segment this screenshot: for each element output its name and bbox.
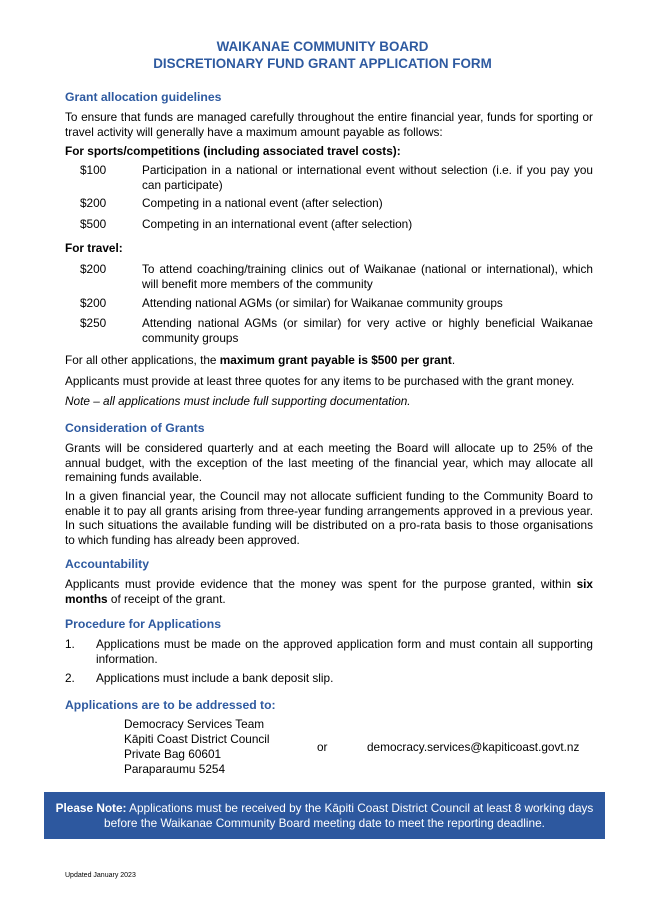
accountability-heading: Accountability xyxy=(65,557,149,571)
amount: $200 xyxy=(80,196,107,210)
guidelines-heading: Grant allocation guidelines xyxy=(65,90,222,104)
consideration-para-1: Grants will be considered quarterly and at each meeting the Board will allocate up to 25% of the annual budget, with the exception of the last meeting of the financial year, which may allocate all remaining funds available. xyxy=(65,441,593,484)
description: To attend coaching/training clinics out of Waikanae (national or international), which will benefit more members of the community xyxy=(142,262,593,291)
amount: $500 xyxy=(80,217,107,231)
address-line: Kāpiti Coast District Council xyxy=(124,732,270,746)
amount: $200 xyxy=(80,296,107,310)
address-line: Democracy Services Team xyxy=(124,717,265,731)
item-text: Applications must be made on the approved application form and must contain all supporting information. xyxy=(96,637,593,666)
accountability-bold: six months xyxy=(65,577,593,606)
travel-heading: For travel: xyxy=(65,241,123,255)
document-title xyxy=(0,38,645,72)
item-number: 2. xyxy=(65,671,75,685)
item-text: Applications must include a bank deposit slip. xyxy=(96,671,334,685)
amount: $250 xyxy=(80,316,107,330)
please-note-banner xyxy=(44,792,605,839)
postal-address xyxy=(124,717,270,777)
sports-heading: For sports/competitions (including associated travel costs): xyxy=(65,144,401,158)
description: Competing in a national event (after selection) xyxy=(142,196,383,210)
updated-date: Updated January 2023 xyxy=(65,872,136,879)
description: Attending national AGMs (or similar) for Waikanae community groups xyxy=(142,296,503,310)
address-heading: Applications are to be addressed to: xyxy=(65,698,276,712)
max-grant-text xyxy=(65,353,593,368)
description: Competing in an international event (after selection) xyxy=(142,217,413,231)
max-grant-bold: maximum grant payable is $500 per grant xyxy=(219,353,452,367)
procedure-heading: Procedure for Applications xyxy=(65,617,221,631)
email-link[interactable]: democracy.services@kapiticoast.govt.nz xyxy=(367,740,580,754)
max-grant-pre: For all other applications, the xyxy=(65,353,220,367)
description: Attending national AGMs (or similar) for very active or highly beneficial Waikanae community groups xyxy=(142,316,593,345)
documentation-note xyxy=(65,394,593,409)
description: Participation in a national or international event without selection (i.e. if you pay you can participate) xyxy=(142,163,593,192)
title-line-2: DISCRETIONARY FUND GRANT APPLICATION FORM xyxy=(153,56,492,71)
or-separator: or xyxy=(317,740,328,754)
note-italic: Note – all applications must include full supporting documentation. xyxy=(65,394,411,408)
accountability-post: of receipt of the grant. xyxy=(107,591,226,606)
max-grant-post: . xyxy=(451,353,456,367)
accountability-text xyxy=(65,577,593,606)
please-note-text: Applications must be received by the Kāpiti Coast District Council at least 8 working days before the Waikanae Community Board meeting date to meet the reporting deadline. xyxy=(104,801,594,830)
quotes-text: Applicants must provide at least three quotes for any items to be purchased with the grant money. xyxy=(65,374,575,388)
please-note-label: Please Note: xyxy=(55,801,127,815)
accountability-pre: Applicants must provide evidence that the money was spent for the purpose granted, within xyxy=(65,577,577,591)
amount: $100 xyxy=(80,163,107,177)
guidelines-intro: To ensure that funds are managed carefully throughout the entire financial year, funds for sporting or travel activity will generally have a maximum amount payable as follows: xyxy=(65,110,593,139)
title-line-1: WAIKANAE COMMUNITY BOARD xyxy=(216,39,429,54)
amount: $200 xyxy=(80,262,107,276)
item-number: 1. xyxy=(65,637,75,651)
consideration-heading: Consideration of Grants xyxy=(65,421,205,435)
address-line: Paraparaumu 5254 xyxy=(124,762,225,776)
consideration-para-2: In a given financial year, the Council may not allocate sufficient funding to the Community Board to enable it to pay all grants arising from three-year funding arrangements approved in a previous year. In such situations the available funding will be distributed on a pro-rata basis to those organisations to which funding has already been approved. xyxy=(65,489,593,547)
address-line: Private Bag 60601 xyxy=(124,747,222,761)
